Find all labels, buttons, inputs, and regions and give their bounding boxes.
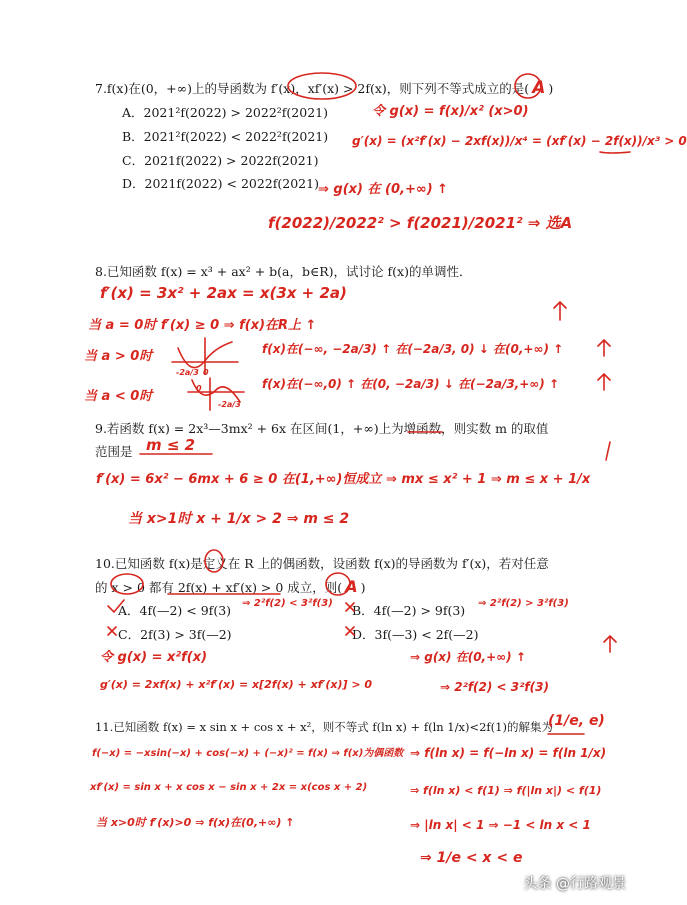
watermark: 头条 @行路观景 [523,876,626,892]
p11-answer: (1/e, e) [548,713,605,729]
p8-up-arrow-1 [554,302,566,320]
p8-up-arrow-3 [598,374,610,390]
p8-stem: 8.已知函数 f(x) = x³ + ax² + b(a，b∈R)，试讨论 f(x)的单调性． [95,264,472,279]
p9-hw-line1: f′(x) = 6x² − 6mx + 6 ≥ 0 在(1,+∞)恒成立 ⇒ mx ≤ x² + 1 ⇒ m ≤ x + 1/x [96,472,591,487]
p11-stem: 11.已知函数 f(x) = x sin x + cos x + x²，则不等式 f(ln x) + f(ln 1/x)<2f(1)的解集为 [95,720,553,734]
sketch-label-3: 0 [196,384,202,393]
p10-option-c-cross [108,627,116,635]
p10-option-a: A．4f(—2) < 9f(3) [118,603,232,618]
p7-close: ) [548,81,554,96]
p8-hw-line2: 当 a = 0时 f′(x) ≥ 0 ⇒ f(x)在R上 ↑ [88,318,317,333]
p11-hw-line2: ⇒ f(ln x) = f(−ln x) = f(ln 1/x) [410,746,607,760]
p10-hw-line6: ⇒ 2²f(2) < 3²f(3) [440,680,549,694]
p7-option-a: A．2021²f(2022) > 2022²f(2021) [122,105,328,120]
p8-hw-line3: 当 a > 0时 [84,349,153,364]
p10-option-d: D．3f(—3) < 2f(—2) [352,627,479,642]
p7-arrow-stroke [600,152,630,153]
p11-up-arrow [604,636,616,652]
p7-answer: A [532,78,546,98]
p7-stem-line [95,78,553,98]
p10-line2-wrap [95,577,365,596]
p9-line2: 范围是 [95,444,133,459]
p9-hw-line2: 当 x>1时 x + 1/x > 2 ⇒ m ≤ 2 [128,511,350,527]
sketch-label-2: 0 [203,368,209,377]
sketch-label-4: -2a/3 [218,400,241,409]
p8-hw-line6: f(x)在(−∞,0) ↑ 在(0, −2a/3) ↓ 在(−2a/3,+∞) ↑ [262,377,560,391]
p10-hw-line2: ⇒ 2²f(2) > 3²f(3) [478,598,569,609]
p10-close: ) [360,580,366,595]
p7-option-c: C．2021f(2022) > 2022f(2021) [122,153,319,168]
p11-hw-line1: f(−x) = −xsin(−x) + cos(−x) + (−x)² = f(x) ⇒ f(x)为偶函数 [92,748,404,759]
p7-option-d: D．2021f(2022) < 2022f(2021) [122,176,319,191]
p11-hw-line6: ⇒ |ln x| < 1 ⇒ −1 < ln x < 1 [410,818,591,832]
p7-hw-line3: ⇒ g(x) 在 (0,+∞) ↑ [318,182,449,197]
p7-hw-line4: f(2022)/2022² > f(2021)/2021² ⇒ 选A [268,214,573,232]
p10-hw-line5: g′(x) = 2xf(x) + x²f′(x) = x[2f(x) + xf′(x)] > 0 [100,678,373,691]
p11-hw-line7: ⇒ 1/e < x < e [420,850,523,866]
sketch-curve-1 [178,342,232,368]
p9-accent-stroke [606,442,610,460]
p11-hw-line4: ⇒ f(ln x) < f(1) ⇒ f(|ln x|) < f(1) [410,784,602,797]
p8-hw-line1: f′(x) = 3x² + 2ax = x(3x + 2a) [100,284,347,302]
p8-hw-line4: f(x)在(−∞, −2a/3) ↑ 在(−2a/3, 0) ↓ 在(0,+∞) ↑ [262,342,564,356]
p11-hw-line3: xf′(x) = sin x + x cos x − sin x + 2x = x(cos x + 2) [90,782,368,793]
p7-option-b: B．2021²f(2022) < 2022²f(2021) [122,129,329,144]
p10-answer: A [345,577,358,596]
p8-up-arrow-2 [598,340,610,356]
sketch-label-1: -2a/3 [176,368,199,377]
p7-hw-line2: g′(x) = (x²f′(x) − 2xf(x))/x⁴ = (xf′(x) − 2f(x))/x³ > 0 [352,134,687,148]
p10-option-b: B．4f(—2) > 9f(3) [352,603,466,618]
p10-hw-line3: 令 g(x) = x²f(x) [100,650,208,665]
p10-hw-line1: ⇒ 2²f(2) < 3²f(3) [242,598,333,609]
p10-stem: 10.已知函数 f(x)是定义在 R 上的偶函数，设函数 f(x)的导函数为 f′(x)，若对任意 [95,556,549,571]
p10-option-c: C．2f(3) > 3f(—2) [118,627,232,642]
p10-hw-line4: ⇒ g(x) 在(0,+∞) ↑ [410,650,526,664]
p9-answer: m ≤ 2 [146,436,196,454]
p7-hw-line1: 令 g(x) = f(x)/x² (x>0) [372,104,529,119]
p8-hw-line5: 当 a < 0时 [84,389,153,404]
p10-line2: 的 x > 0 都有 2f(x) + xf′(x) > 0 成立，则( [95,580,343,595]
p9-stem: 9.若函数 f(x) = 2x³—3mx² + 6x 在区间(1，+∞)上为增函数，则实数 m 的取值 [95,421,549,436]
p11-hw-line5: 当 x>0时 f′(x)>0 ⇒ f(x)在(0,+∞) ↑ [96,816,295,829]
p7-stem: 7.f(x)在(0，+∞)上的导函数为 f′(x)，xf′(x) > 2f(x)，则下列不等式成立的是( [95,81,530,96]
